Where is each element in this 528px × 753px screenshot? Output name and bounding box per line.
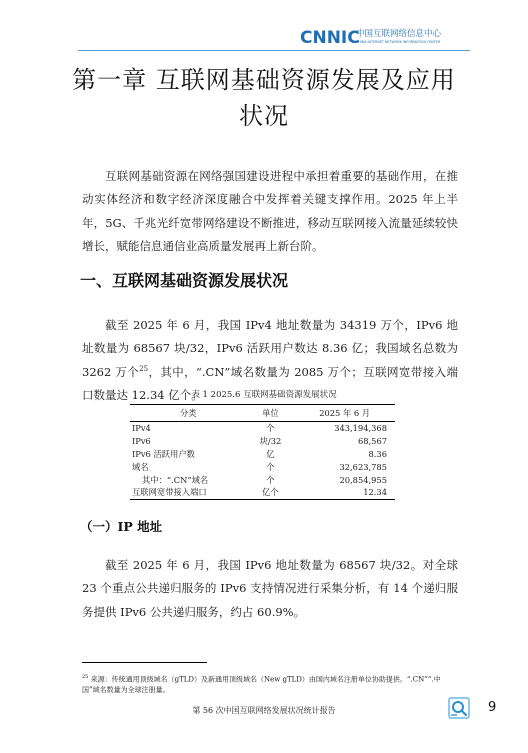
- logo-chinese-name: 中国互联网络信息中心: [356, 29, 442, 39]
- table-cell-category: 其中：“.CN”域名: [142, 474, 209, 485]
- column-header-unit: 单位: [247, 405, 295, 422]
- table-row: [130, 473, 395, 486]
- table-cell-unit: 块/32: [259, 436, 282, 447]
- intro-paragraph: 互联网基础资源在网络强国建设进程中承担着重要的基础作用，在推动实体经济和数字经济深度融合中发挥着关键支撑作用。2025 年上半年，5G、千兆光纤宽带网络建设不断推进，移动互联网接入流量延续较快增长，赋能信息通信业高质量发展再上新台阶。: [82, 169, 458, 254]
- table-cell-unit: 亿: [266, 448, 275, 459]
- resource-table: [130, 404, 395, 500]
- table-row: [130, 460, 395, 473]
- subsection-heading: （一）IP 地址: [80, 519, 163, 534]
- footer-report-title: 第 56 次中国互联网络发展状况统计报告: [192, 706, 336, 715]
- table-cell-category: IPv4: [132, 423, 151, 434]
- table-cell-unit: 个: [266, 423, 275, 434]
- column-header-category: 分类: [130, 405, 247, 422]
- table-cell-value: 343,194,368: [334, 423, 387, 434]
- table-cell-value: 12.34: [294, 486, 395, 499]
- footnote-text: 来源：传统通用顶级域名（gTLD）及新通用顶级域名（New gTLD）由国内域名注册单位协助提供。“.CN”“.中国”域名数量为全球注册量。: [82, 675, 441, 695]
- subsection-paragraph: 截至 2025 年 6 月，我国 IPv6 地址数量为 68567 块/32。对全球 23 个重点公共递归服务的 IPv6 支持情况进行采集分析，有 14 个递归服务提供 IPv6 公共递归服务，约占 60.9%。: [82, 558, 458, 619]
- footnote-reference[interactable]: 25: [139, 364, 149, 373]
- table-row: [130, 435, 395, 448]
- table-cell-value: 20,854,955: [339, 474, 387, 485]
- cnnic-logo: [300, 28, 470, 50]
- section-paragraph-text-1: 截至 2025 年 6 月，我国 IPv4 地址数量为 34319 万个，IPv6 地址数量为 68567 块/32，IPv6 活跃用户数达 8.36 亿；我国域名总数为 3262 万个: [82, 318, 458, 379]
- column-header-value: 2025 年 6 月: [294, 405, 395, 422]
- table-cell-value: 8.36: [368, 448, 387, 459]
- table-cell-category: 域名: [132, 461, 149, 472]
- table-cell-category: 互联网宽带接入端口: [130, 486, 247, 499]
- table-cell-category: IPv6: [132, 436, 151, 447]
- table-cell-unit: 亿个: [247, 486, 295, 499]
- table-cell-value: 68,567: [357, 436, 387, 447]
- header-divider: [78, 50, 470, 51]
- table-cell-value: 32,623,785: [339, 461, 387, 472]
- section-heading: 一、互联网基础资源发展状况: [80, 271, 289, 290]
- table-row: [130, 486, 395, 499]
- footnote: [82, 672, 458, 696]
- footnote-divider: [82, 662, 207, 663]
- footnote-label: 25: [82, 674, 89, 680]
- chapter-title: [70, 62, 458, 134]
- table-caption: 表 1 2025.6 互联网基础资源发展状况: [191, 390, 337, 400]
- table-row: [130, 448, 395, 461]
- logo-english-name: CHINA INTERNET NETWORK INFORMATION CENTER: [356, 40, 441, 44]
- chapter-title-line-2: 状况: [239, 102, 289, 130]
- chapter-title-line-1: 第一章 互联网基础资源发展及应用: [72, 66, 456, 94]
- report-logo-icon: [448, 697, 470, 719]
- logo-wordmark: CNNIC: [300, 28, 360, 48]
- table-header-row: [130, 405, 395, 422]
- table-cell-unit: 个: [266, 461, 275, 472]
- table-row: [130, 422, 395, 435]
- page-number: 9: [488, 700, 497, 715]
- table-cell-category: IPv6 活跃用户数: [132, 448, 195, 459]
- table-cell-unit: 个: [266, 474, 275, 485]
- section-paragraph-text-2: ，其中，“.CN”域名数量为 2085 万个；互联网宽带接入端口数量达 12.34 亿个。: [82, 364, 459, 403]
